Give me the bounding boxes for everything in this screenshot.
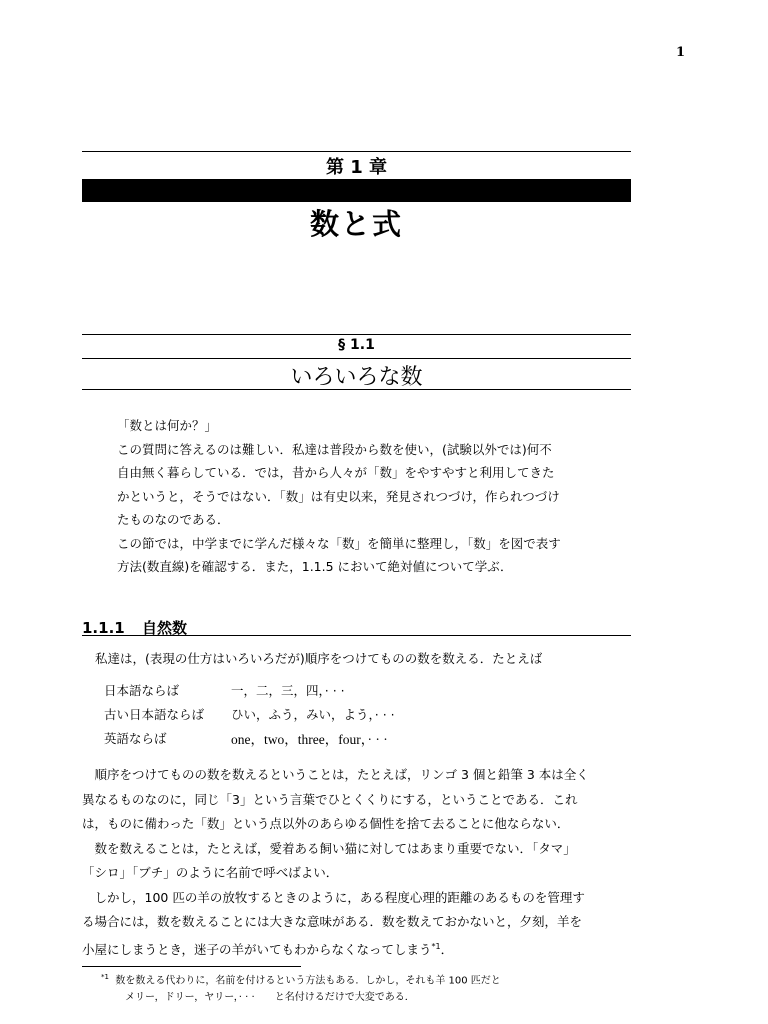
chapter-title: 数と式 <box>309 207 403 241</box>
footnote-text: 数を数える代わりに，名前を付けるという方法もある．しかし，それも羊 100 匹だと <box>115 975 501 987</box>
language-cell: 古い日本語ならば <box>104 707 205 722</box>
paragraph-line: 異なるものなのに，同じ「3」という言葉でひとくくりにする，ということである．これ <box>82 791 578 807</box>
paragraph-line: 「シロ」「ブチ」のように名前で呼べばよい． <box>82 865 339 880</box>
paragraph-end: ． <box>440 941 454 957</box>
intro-line: たものなのである． <box>117 512 230 527</box>
counting-cell: ひい，ふう，みい，よう，· · · <box>231 707 395 722</box>
intro-line: この質問に答えるのは難しい．私達は普段から数を使い，(試験以外では)何不 <box>117 441 552 457</box>
intro-line: この節では，中学までに学んだ様々な「数」を簡単に整理し，「数」を図で表す <box>117 535 561 551</box>
footnote-rule <box>82 966 301 967</box>
subsection-number: 1.1.1 <box>82 619 125 637</box>
section-bottom-rule <box>82 389 631 390</box>
footnote-mark: *1 <box>101 973 109 981</box>
subsection-rule <box>82 635 631 636</box>
language-cell: 日本語ならば <box>104 683 180 698</box>
paragraph-text: 小屋にしまうとき，迷子の羊がいてもわからなくなってしまう <box>82 941 432 957</box>
footnote-line: メリー，ドリー，ヤリー，· · · と名付けるだけで大変である． <box>125 992 415 1004</box>
footnote-reference[interactable]: *1 <box>431 941 441 951</box>
footnote-line <box>101 969 621 989</box>
section-intro <box>117 414 607 579</box>
intro-line: 方法(数直線)を確認する．また，1.1.5 において絶対値について学ぶ． <box>117 559 513 574</box>
intro-line: かというと，そうではない．「数」は有史以来，発見されつづけ，作られつづけ <box>117 488 560 504</box>
counting-cell: one，two，three，four，· · · <box>231 732 388 747</box>
paragraph-line: る場合には，数を数えることには大きな意味がある．数を数えておかないと，夕刻，羊を <box>82 914 583 929</box>
footnote <box>101 969 621 1006</box>
language-cell: 英語ならば <box>104 731 167 746</box>
intro-line: 「数とは何か？」 <box>117 418 218 433</box>
body-paragraphs <box>82 763 631 962</box>
chapter-top-rule <box>82 151 631 152</box>
counting-cell: 一，二，三，四，· · · <box>231 683 345 698</box>
section-mid-rule <box>82 358 631 359</box>
paragraph-line <box>82 935 631 963</box>
section-title: いろいろな数 <box>290 365 423 390</box>
section-number: § 1.1 <box>338 337 375 353</box>
paragraph-line: は，ものに備わった「数」という点以外のあらゆる個性を捨て去ることに他ならない． <box>82 816 570 831</box>
table-row <box>104 702 395 726</box>
paragraph-line: 順序をつけてものの数を数えるということは，たとえば，リンゴ 3 個と鉛筆 3 本は全く <box>82 767 589 782</box>
page-number: 1 <box>676 45 686 60</box>
chapter-label: 第 1 章 <box>325 157 388 178</box>
table-row <box>104 678 395 702</box>
intro-line: 自由無く暮らしている．では，昔から人々が「数」をやすやすと利用してきた <box>117 465 555 480</box>
section-top-rule <box>82 334 631 335</box>
paragraph-line: 数を数えることは，たとえば，愛着ある飼い猫に対してはあまり重要でない．「タマ」 <box>82 840 576 856</box>
counting-table <box>104 678 395 750</box>
paragraph-line: しかし，100 匹の羊の放牧するときのように，ある程度心理的距離のあるものを管理す <box>82 889 585 905</box>
lead-sentence: 私達は，(表現の仕方はいろいろだが)順序をつけてものの数を数える．たとえば <box>95 651 543 666</box>
chapter-bar <box>82 179 631 202</box>
table-row <box>104 726 395 750</box>
subsection-title: 自然数 <box>142 619 188 637</box>
